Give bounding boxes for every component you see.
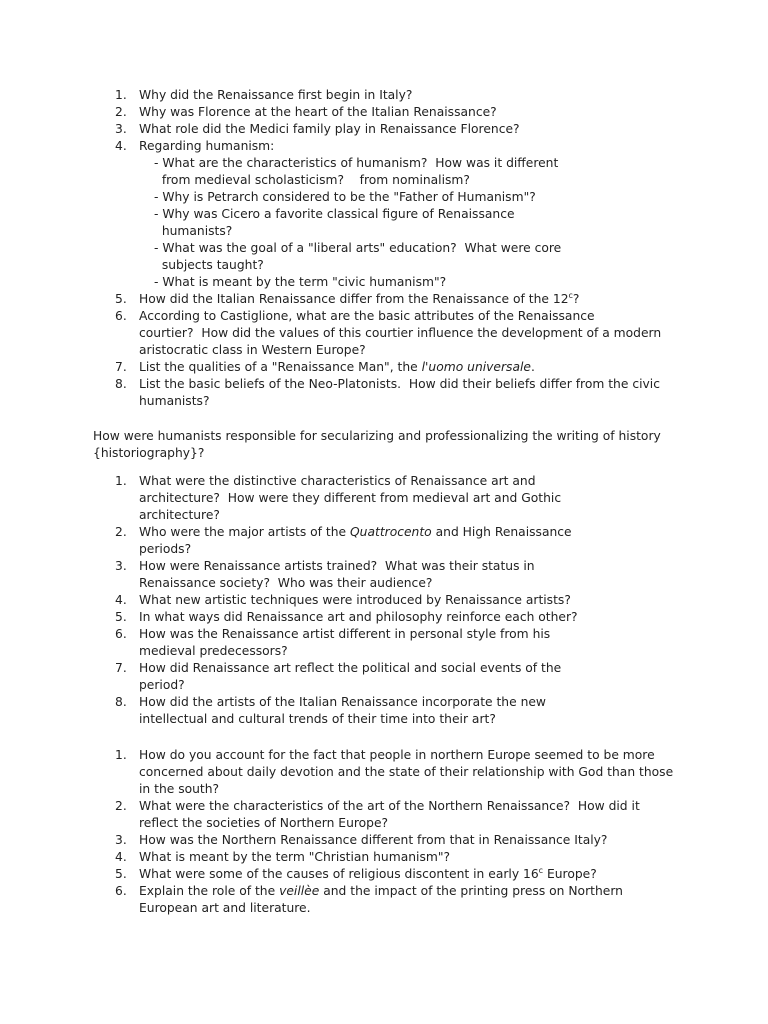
item-number: 6. xyxy=(115,309,127,323)
item-text: Who were the major artists of the Quattrocento and High Renaissance xyxy=(139,525,572,539)
item-text: reflect the societies of Northern Europe? xyxy=(139,816,389,830)
item-text: How did the Italian Renaissance differ from the Renaissance of the 12$^c$? xyxy=(139,291,580,306)
subquestion-line: - What is meant by the term "civic humanism"? xyxy=(154,275,447,289)
subquestion-line: humanists? xyxy=(154,224,233,238)
item-number: 3. xyxy=(115,122,127,136)
item-text: periods? xyxy=(139,542,192,556)
item-text: medieval predecessors? xyxy=(139,644,288,658)
item-number: 7. xyxy=(115,360,127,374)
item-number: 6. xyxy=(115,884,127,898)
subquestion-line: - What was the goal of a "liberal arts" education? What were core xyxy=(154,241,562,255)
item-text: How did Renaissance art reflect the political and social events of the xyxy=(139,661,562,675)
item-number: 4. xyxy=(115,593,127,607)
item-number: 8. xyxy=(115,377,127,391)
item-number: 5. xyxy=(115,610,127,624)
item-number: 5. xyxy=(115,292,127,306)
paragraph-line: {historiography}? xyxy=(93,446,205,460)
item-number: 4. xyxy=(115,139,127,153)
item-text: What were some of the causes of religious discontent in early 16$^c$ Europe? xyxy=(139,866,597,881)
superscript-century: c xyxy=(568,291,573,300)
item-text: What role did the Medici family play in Renaissance Florence? xyxy=(139,122,520,136)
subquestion-line: - Why was Cicero a favorite classical figure of Renaissance xyxy=(154,207,515,221)
subquestion-line: subjects taught? xyxy=(154,258,264,272)
item-number: 1. xyxy=(115,474,127,488)
item-text: Explain the role of the veillèe and the impact of the printing press on Northern xyxy=(139,884,623,898)
item-text: Why did the Renaissance first begin in Italy? xyxy=(139,88,413,102)
item-number: 4. xyxy=(115,850,127,864)
item-text: According to Castiglione, what are the basic attributes of the Renaissance xyxy=(139,309,595,323)
item-number: 3. xyxy=(115,833,127,847)
superscript-century: c xyxy=(538,866,544,875)
item-text: European art and literature. xyxy=(139,901,311,915)
item-text: What were the characteristics of the art of the Northern Renaissance? How did it xyxy=(139,799,640,813)
italic-term: l'uomo universale xyxy=(421,360,531,374)
item-text: period? xyxy=(139,678,185,692)
item-text: What new artistic techniques were introduced by Renaissance artists? xyxy=(139,593,571,607)
item-text: In what ways did Renaissance art and philosophy reinforce each other? xyxy=(139,610,578,624)
item-text: What were the distinctive characteristics of Renaissance art and xyxy=(139,474,536,488)
item-text: concerned about daily devotion and the state of their relationship with God than those xyxy=(139,765,674,779)
item-text: How was the Renaissance artist different in personal style from his xyxy=(139,627,551,641)
item-text: humanists? xyxy=(139,394,210,408)
paragraph-line: How were humanists responsible for secularizing and professionalizing the writing of history xyxy=(93,429,661,443)
item-text: aristocratic class in Western Europe? xyxy=(139,343,366,357)
item-number: 1. xyxy=(115,88,127,102)
item-number: 2. xyxy=(115,799,127,813)
item-text: How was the Northern Renaissance different from that in Renaissance Italy? xyxy=(139,833,608,847)
subquestion-line: - Why is Petrarch considered to be the "Father of Humanism"? xyxy=(154,190,536,204)
item-text: List the qualities of a "Renaissance Man", the l'uomo universale. xyxy=(139,360,535,374)
item-text: List the basic beliefs of the Neo-Platonists. How did their beliefs differ from the civic xyxy=(139,377,660,391)
italic-term: Quattrocento xyxy=(350,525,432,539)
item-text: architecture? xyxy=(139,508,220,522)
subquestion-line: - What are the characteristics of humanism? How was it different xyxy=(154,156,559,170)
item-number: 8. xyxy=(115,695,127,709)
item-text: How were Renaissance artists trained? What was their status in xyxy=(139,559,535,573)
item-number: 7. xyxy=(115,661,127,675)
item-text: courtier? How did the values of this courtier influence the development of a modern xyxy=(139,326,662,340)
item-number: 5. xyxy=(115,867,127,881)
italic-term: veillèe xyxy=(279,884,320,898)
item-number: 2. xyxy=(115,525,127,539)
item-text: intellectual and cultural trends of their time into their art? xyxy=(139,712,496,726)
item-number: 6. xyxy=(115,627,127,641)
item-text: How do you account for the fact that people in northern Europe seemed to be more xyxy=(139,748,655,762)
item-text: What is meant by the term "Christian humanism"? xyxy=(139,850,451,864)
item-number: 3. xyxy=(115,559,127,573)
item-text: How did the artists of the Italian Renaissance incorporate the new xyxy=(139,695,546,709)
item-number: 1. xyxy=(115,748,127,762)
item-text: Renaissance society? Who was their audience? xyxy=(139,576,433,590)
item-text: Regarding humanism: xyxy=(139,139,275,153)
item-text: in the south? xyxy=(139,782,220,796)
item-text: Why was Florence at the heart of the Italian Renaissance? xyxy=(139,105,497,119)
subquestion-line: from medieval scholasticism? from nominalism? xyxy=(154,173,470,187)
item-number: 2. xyxy=(115,105,127,119)
item-text: architecture? How were they different from medieval art and Gothic xyxy=(139,491,562,505)
